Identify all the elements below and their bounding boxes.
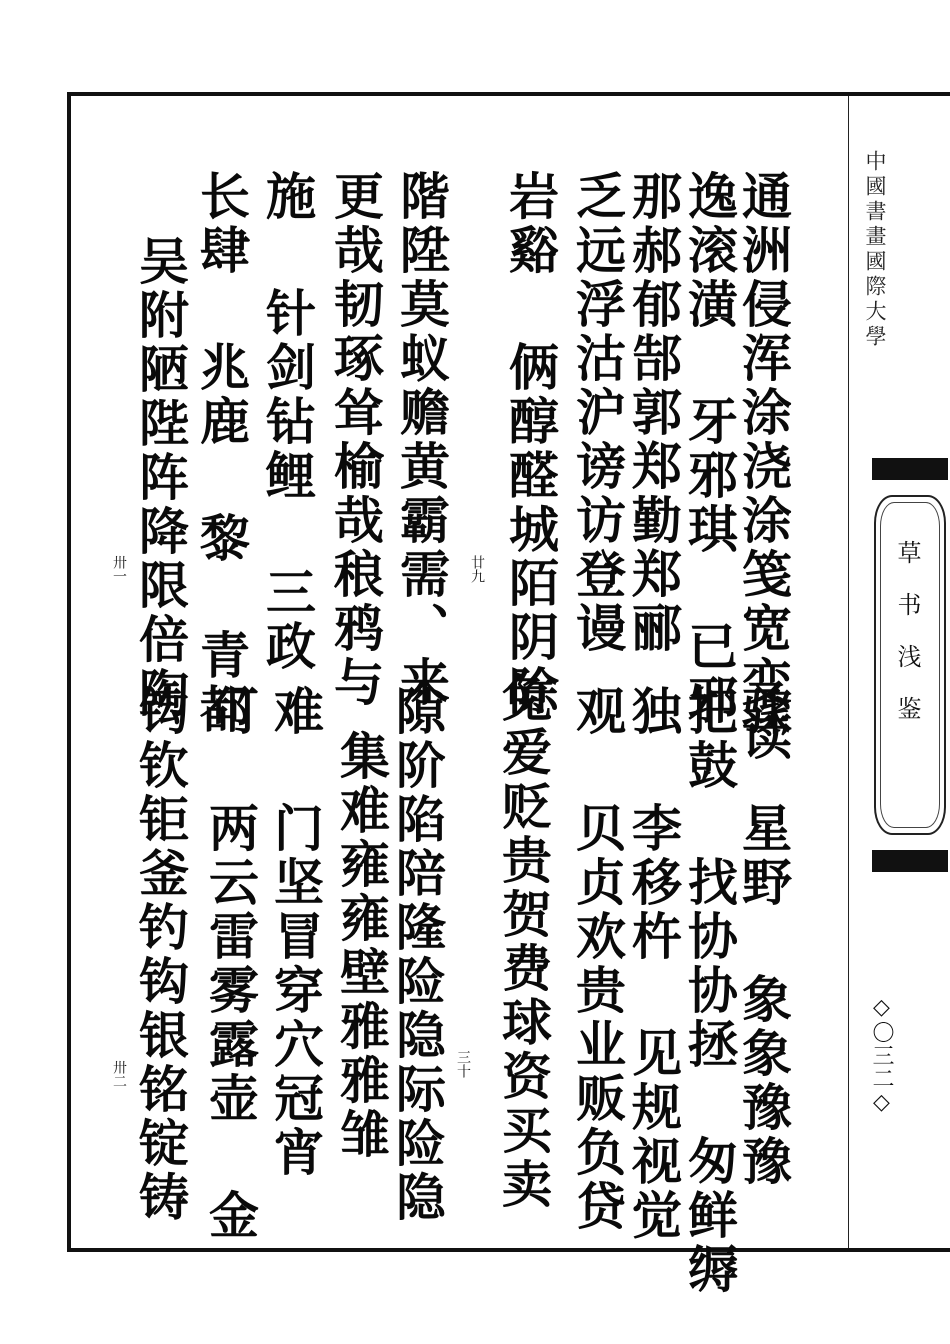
margin-divider — [848, 96, 849, 1248]
calligraphy-column: 岩谿 俩醇醛城陌阴除 — [501, 170, 560, 719]
book-title: 草书浅鉴 — [893, 540, 921, 748]
calligraphy-column: 独 李移杵 见规视觉 — [624, 685, 683, 1243]
calligraphy-column: 施 针剑钻鲤 三政 — [258, 170, 317, 674]
calligraphy-column: 那郝郁郜郭郑勤郑郦 — [624, 170, 683, 656]
calligraphy-column: 階陞莫蚁赡黄霸需、来 — [392, 170, 451, 710]
calligraphy-column: 把鼓 找协协拯 匆鲜缛 — [680, 685, 739, 1297]
calligraphy-column: 骤 星野 象象豫豫 — [734, 685, 793, 1189]
calligraphy-column: 更哉韧琢耸榆哉稂鸦与 — [326, 170, 385, 710]
calligraphy-column: 吴附陋陛阵降限倍陶 — [131, 235, 190, 721]
series-title: 中國書畫國際大學 — [863, 150, 887, 350]
calligraphy-column: 隙阶陷陪隆险隐际险隐 — [388, 685, 447, 1225]
calligraphy-column: 难 门坚冒穿穴冠宵 — [266, 685, 325, 1180]
title-bar-bottom — [872, 850, 948, 872]
section-marker: 廿九 — [469, 555, 485, 583]
calligraphy-column: 可 两云雷雾露壶 金 — [201, 685, 260, 1243]
calligraphy-column: 乏远浮沽沪谤访登谩 — [568, 170, 627, 656]
calligraphy-column: 逸滚潢 牙邪琪 已邪 — [680, 170, 739, 728]
section-marker: 卅一 — [111, 555, 127, 583]
section-marker: 卅二 — [111, 1060, 127, 1088]
calligraphy-column: 钩钦钜釜钓钩银铭锭铸 — [131, 685, 190, 1225]
calligraphy-column: 兔爱贬贵贺费球资买卖 — [494, 672, 553, 1212]
section-marker: 三十 — [455, 1050, 471, 1078]
calligraphy-column: 长肆 兆鹿 黎 青都 — [192, 170, 251, 737]
calligraphy-column: 通洲侵浑涂浇涂笺宽变读 — [734, 170, 793, 764]
calligraphy-column: 观 贝贞欢贵业贩负贷 — [568, 685, 627, 1234]
page-number: ◇〇三二◇ — [869, 995, 894, 1116]
calligraphy-column: 集难雍雍壁雅雅雏 — [332, 730, 391, 1162]
title-bar-top — [872, 458, 948, 480]
